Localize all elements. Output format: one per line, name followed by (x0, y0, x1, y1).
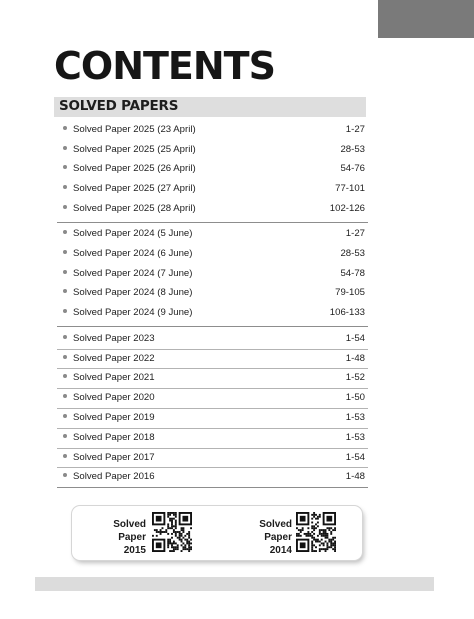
toc-entry-pages: 1-27 (345, 228, 365, 240)
toc-row[interactable] (57, 304, 368, 324)
toc-entry-title: Solved Paper 2019 (73, 412, 155, 424)
section-header (54, 97, 366, 117)
toc-entry-title: Solved Paper 2025 (28 April) (73, 202, 196, 214)
toc-entry-pages: 1-54 (345, 451, 365, 463)
toc-entry-title: Solved Paper 2023 (73, 332, 155, 344)
toc-entry-title: Solved Paper 2021 (73, 372, 155, 384)
toc-row[interactable] (57, 265, 368, 285)
toc-group (57, 121, 368, 219)
qr-code-2014[interactable] (296, 512, 336, 552)
toc-row[interactable] (57, 141, 368, 161)
bullet-icon (63, 335, 67, 339)
toc-row[interactable] (57, 350, 368, 370)
group-divider (57, 326, 368, 327)
footer-bar (35, 577, 434, 591)
bullet-icon (63, 146, 67, 150)
toc-row[interactable] (57, 429, 368, 449)
toc-entry-pages: 1-53 (345, 431, 365, 443)
toc-entry-pages: 1-27 (345, 124, 365, 135)
bullet-icon (63, 355, 67, 359)
toc-entry-title: Solved Paper 2024 (7 June) (73, 267, 193, 279)
toc-group (57, 225, 368, 323)
toc-row[interactable] (57, 409, 368, 429)
toc-entry-title: Solved Paper 2025 (26 April) (73, 163, 196, 175)
toc-entry-title: Solved Paper 2022 (73, 352, 155, 364)
toc-entry-pages: 79-105 (335, 287, 365, 299)
bullet-icon (63, 394, 67, 398)
toc-entry-pages: 1-52 (345, 372, 365, 384)
qr-label-2014: Solved Paper 2014 (259, 519, 292, 556)
toc-row[interactable] (57, 180, 368, 200)
bullet-icon (63, 309, 67, 313)
toc-row[interactable] (57, 160, 368, 180)
toc-row[interactable] (57, 330, 368, 350)
contents-list (57, 121, 368, 488)
toc-entry-pages: 28-53 (340, 248, 365, 260)
toc-row[interactable] (57, 449, 368, 469)
toc-row[interactable] (57, 389, 368, 409)
toc-row[interactable] (57, 200, 368, 220)
bullet-icon (63, 165, 67, 169)
toc-entry-pages: 1-48 (345, 352, 365, 364)
toc-entry-title: Solved Paper 2020 (73, 392, 155, 404)
section-title: SOLVED PAPERS (59, 98, 179, 114)
bullet-icon (63, 230, 67, 234)
bullet-icon (63, 473, 67, 477)
toc-entry-pages: 102-126 (329, 202, 365, 214)
toc-entry-title: Solved Paper 2024 (8 June) (73, 287, 193, 299)
page-title: CONTENTS (54, 44, 275, 88)
toc-entry-title: Solved Paper 2024 (6 June) (73, 248, 193, 260)
qr-code-2015[interactable] (152, 512, 192, 552)
bullet-icon (63, 250, 67, 254)
corner-tab (378, 0, 474, 38)
toc-row[interactable] (57, 225, 368, 245)
toc-entry-pages: 1-53 (345, 412, 365, 424)
bullet-icon (63, 434, 67, 438)
toc-entry-pages: 54-76 (340, 163, 365, 175)
qr-box (72, 506, 362, 560)
bullet-icon (63, 185, 67, 189)
toc-entry-title: Solved Paper 2025 (25 April) (73, 143, 196, 155)
toc-entry-pages: 77-101 (335, 183, 365, 195)
toc-entry-pages: 54-78 (340, 267, 365, 279)
toc-entry-title: Solved Paper 2024 (5 June) (73, 228, 193, 240)
toc-row[interactable] (57, 284, 368, 304)
toc-entry-title: Solved Paper 2017 (73, 451, 155, 463)
toc-entry-title: Solved Paper 2025 (27 April) (73, 183, 196, 195)
bullet-icon (63, 374, 67, 378)
toc-entry-pages: 1-54 (345, 332, 365, 344)
bullet-icon (63, 414, 67, 418)
toc-group (57, 330, 368, 488)
toc-entry-title: Solved Paper 2018 (73, 431, 155, 443)
toc-entry-title: Solved Paper 2024 (9 June) (73, 307, 193, 319)
toc-row[interactable] (57, 245, 368, 265)
bullet-icon (63, 126, 67, 130)
toc-row[interactable] (57, 468, 368, 488)
toc-entry-pages: 28-53 (340, 143, 365, 155)
group-divider (57, 222, 368, 223)
toc-entry-pages: 1-50 (345, 392, 365, 404)
toc-entry-title: Solved Paper 2025 (23 April) (73, 124, 196, 135)
bullet-icon (63, 270, 67, 274)
bullet-icon (63, 454, 67, 458)
toc-entry-title: Solved Paper 2016 (73, 471, 155, 483)
toc-entry-pages: 106-133 (329, 307, 365, 319)
bullet-icon (63, 289, 67, 293)
toc-row[interactable] (57, 369, 368, 389)
toc-row[interactable] (57, 121, 368, 141)
toc-entry-pages: 1-48 (345, 471, 365, 483)
qr-label-2015: Solved Paper 2015 (113, 519, 146, 556)
bullet-icon (63, 205, 67, 209)
